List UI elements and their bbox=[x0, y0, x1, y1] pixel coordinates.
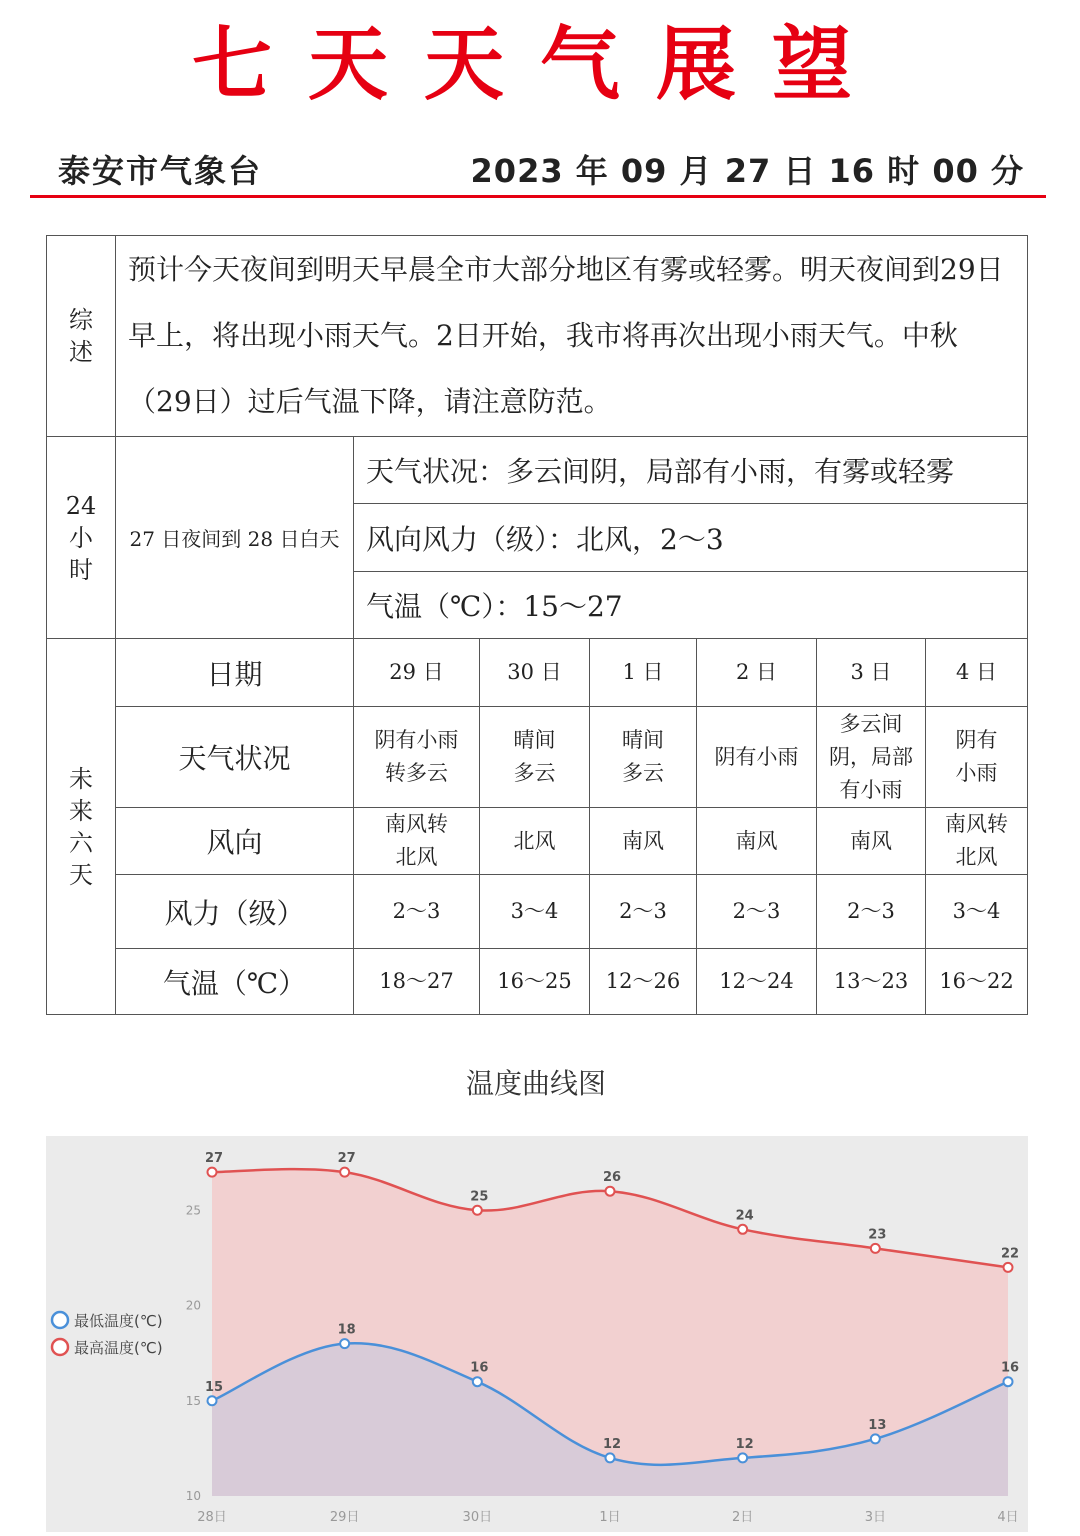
date-cell: 1 日 bbox=[590, 639, 697, 707]
row-label-wind-dir: 风向 bbox=[116, 808, 354, 875]
low-temp-point bbox=[473, 1377, 482, 1386]
page-title: 七天天气展望 bbox=[192, 17, 888, 111]
high-temp-point bbox=[340, 1168, 349, 1177]
summary-label: 综 述 bbox=[47, 236, 116, 437]
legend-label: 最低温度(℃) bbox=[74, 1312, 163, 1330]
wind-force-cell: 3～4 bbox=[926, 875, 1028, 949]
high-temp-point bbox=[1004, 1263, 1013, 1272]
temp-cell: 16～22 bbox=[926, 949, 1028, 1015]
temp-cell: 16～25 bbox=[480, 949, 590, 1015]
temperature-chart-svg bbox=[46, 1136, 1028, 1532]
weather-cell: 晴间 多云 bbox=[590, 707, 697, 808]
high-temp-point bbox=[606, 1187, 615, 1196]
temp-cell: 12～24 bbox=[697, 949, 817, 1015]
low-temp-label: 13 bbox=[868, 1417, 887, 1433]
high-temp-label: 26 bbox=[602, 1170, 622, 1186]
low-temp-label: 12 bbox=[735, 1436, 754, 1452]
h24-weather: 天气状况：多云间阴，局部有小雨，有雾或轻雾 bbox=[354, 437, 1028, 504]
h24-temp: 气温（℃）：15～27 bbox=[354, 572, 1028, 639]
wind-dir-cell: 南风 bbox=[590, 808, 697, 875]
h24-period: 27 日夜间到 28 日白天 bbox=[116, 437, 354, 639]
row-label-weather: 天气状况 bbox=[116, 707, 354, 808]
x-tick-label: 1日 bbox=[599, 1510, 621, 1525]
high-temp-point bbox=[871, 1244, 880, 1253]
legend-marker bbox=[52, 1312, 68, 1328]
y-tick-label: 10 bbox=[185, 1489, 201, 1503]
weather-cell: 阴有小雨 转多云 bbox=[354, 707, 480, 808]
wind-dir-cell: 南风转 北风 bbox=[926, 808, 1028, 875]
low-temp-point bbox=[208, 1396, 217, 1405]
high-temp-label: 27 bbox=[204, 1151, 224, 1167]
low-temp-point bbox=[606, 1453, 615, 1462]
legend-marker bbox=[52, 1339, 68, 1355]
row-label-date: 日期 bbox=[116, 639, 354, 707]
legend-label: 最高温度(℃) bbox=[74, 1339, 163, 1357]
date-cell: 30 日 bbox=[480, 639, 590, 707]
high-temp-label: 25 bbox=[470, 1189, 489, 1205]
high-temp-label: 24 bbox=[735, 1208, 754, 1224]
wind-dir-cell: 南风 bbox=[817, 808, 926, 875]
date-cell: 3 日 bbox=[817, 639, 926, 707]
high-temp-point bbox=[473, 1206, 482, 1215]
wind-force-cell: 2～3 bbox=[697, 875, 817, 949]
weather-cell: 阴有小雨 bbox=[697, 707, 817, 808]
low-temp-point bbox=[1004, 1377, 1013, 1386]
h24-wind: 风向风力（级）：北风，2～3 bbox=[354, 504, 1028, 572]
wind-force-cell: 2～3 bbox=[590, 875, 697, 949]
summary-row bbox=[47, 236, 1028, 437]
wind-force-cell: 2～3 bbox=[354, 875, 480, 949]
row-label-temp: 气温（℃） bbox=[116, 949, 354, 1015]
low-temp-label: 16 bbox=[1000, 1360, 1020, 1376]
header-divider bbox=[30, 195, 1046, 198]
high-temp-point bbox=[208, 1168, 217, 1177]
wind-force-row bbox=[47, 875, 1028, 949]
forecast-table bbox=[46, 235, 1028, 1015]
summary-text: 预计今天夜间到明天早晨全市大部分地区有雾或轻雾。明天夜间到29日早上，将出现小雨天气。2日开始，我市将再次出现小雨天气。中秋（29日）过后气温下降，请注意防范。 bbox=[116, 236, 1028, 437]
low-temp-point bbox=[871, 1434, 880, 1443]
y-tick-label: 15 bbox=[185, 1393, 201, 1408]
temp-cell: 12～26 bbox=[590, 949, 697, 1015]
wind-dir-cell: 南风 bbox=[697, 808, 817, 875]
x-tick-label: 30日 bbox=[462, 1510, 493, 1525]
low-temp-point bbox=[340, 1339, 349, 1348]
x-tick-label: 4日 bbox=[997, 1510, 1019, 1525]
h24-label: 24 小 时 bbox=[47, 437, 116, 639]
wind-dir-cell: 南风转 北风 bbox=[354, 808, 480, 875]
chart-title: 温度曲线图 bbox=[465, 1067, 606, 1100]
issuing-agency: 泰安市气象台 bbox=[58, 152, 263, 190]
x-tick-label: 2日 bbox=[732, 1510, 754, 1525]
low-temp-label: 15 bbox=[204, 1379, 224, 1395]
wind-force-cell: 3～4 bbox=[480, 875, 590, 949]
six-day-label: 未 来 六 天 bbox=[47, 639, 116, 1015]
date-row bbox=[47, 639, 1028, 707]
wind-dir-cell: 北风 bbox=[480, 808, 590, 875]
high-temp-label: 22 bbox=[1000, 1246, 1020, 1262]
temp-cell: 18～27 bbox=[354, 949, 480, 1015]
temperature-chart bbox=[46, 1136, 1028, 1532]
date-cell: 2 日 bbox=[697, 639, 817, 707]
weather-cell: 晴间 多云 bbox=[480, 707, 590, 808]
weather-cell: 多云间 阴，局部 有小雨 bbox=[817, 707, 926, 808]
row-label-wind-force: 风力（级） bbox=[116, 875, 354, 949]
wind-dir-row bbox=[47, 808, 1028, 875]
x-tick-label: 3日 bbox=[864, 1510, 886, 1525]
x-tick-label: 29日 bbox=[329, 1510, 360, 1525]
low-temp-label: 16 bbox=[470, 1360, 489, 1376]
issue-time: 2023 年 09 月 27 日 16 时 00 分 bbox=[470, 152, 1024, 190]
wind-force-cell: 2～3 bbox=[817, 875, 926, 949]
date-cell: 4 日 bbox=[926, 639, 1028, 707]
weather-cell: 阴有 小雨 bbox=[926, 707, 1028, 808]
low-temp-label: 12 bbox=[602, 1436, 622, 1452]
high-temp-label: 27 bbox=[337, 1151, 356, 1167]
x-tick-label: 28日 bbox=[197, 1510, 227, 1525]
temp-row bbox=[47, 949, 1028, 1015]
low-temp-label: 18 bbox=[337, 1322, 356, 1338]
date-cell: 29 日 bbox=[354, 639, 480, 707]
low-temp-point bbox=[738, 1453, 747, 1462]
high-temp-point bbox=[738, 1225, 747, 1234]
y-tick-label: 20 bbox=[185, 1298, 201, 1313]
high-temp-label: 23 bbox=[868, 1227, 887, 1243]
temp-cell: 13～23 bbox=[817, 949, 926, 1015]
weather-row bbox=[47, 707, 1028, 808]
y-tick-label: 25 bbox=[185, 1203, 201, 1218]
